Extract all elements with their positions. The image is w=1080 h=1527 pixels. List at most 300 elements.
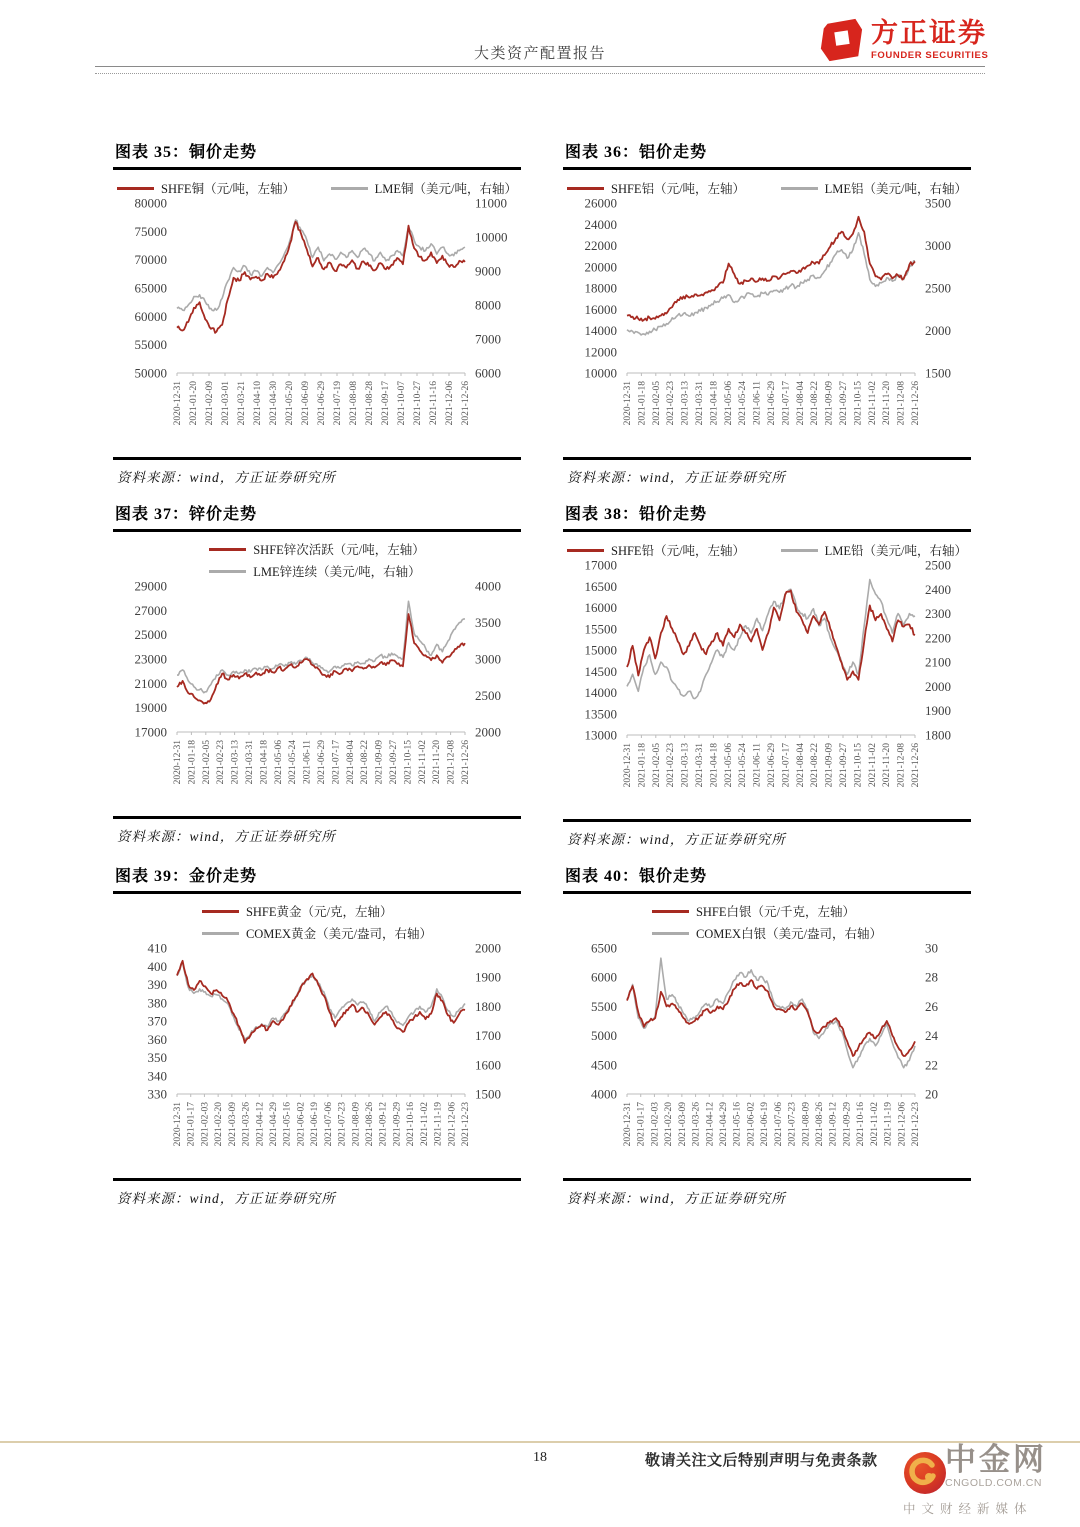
svg-text:2021-03-31: 2021-03-31	[245, 740, 255, 785]
legend-line-swatch-gray	[209, 570, 246, 573]
logo-text-cn: 方正证券	[871, 18, 987, 49]
cngold-logo-icon	[903, 1451, 947, 1495]
svg-text:2021-07-19: 2021-07-19	[333, 381, 343, 426]
legend-item	[781, 179, 967, 197]
svg-text:350: 350	[147, 1050, 167, 1065]
svg-text:2021-09-17: 2021-09-17	[381, 381, 391, 426]
svg-text:2021-11-02: 2021-11-02	[867, 381, 878, 425]
figure-legend	[652, 902, 882, 942]
cngold-watermark	[903, 1443, 1080, 1517]
figure-block-fig37	[113, 500, 521, 844]
svg-text:2021-01-18: 2021-01-18	[187, 740, 198, 785]
svg-text:2021-07-17: 2021-07-17	[331, 740, 342, 785]
svg-text:390: 390	[147, 977, 167, 992]
figure-block-fig36	[563, 138, 971, 485]
series-line-shfe	[177, 222, 465, 333]
svg-text:2021-09-09: 2021-09-09	[824, 381, 835, 426]
svg-text:2000: 2000	[475, 724, 501, 740]
chart-canvas	[563, 942, 971, 1178]
legend-label: SHFE铝（元/吨，左轴）	[611, 182, 746, 196]
svg-text:2021-11-02: 2021-11-02	[417, 740, 428, 784]
svg-text:2021-08-26: 2021-08-26	[365, 1102, 375, 1147]
svg-text:2021-01-17: 2021-01-17	[186, 1102, 197, 1147]
figure-title-rule	[113, 167, 521, 170]
svg-text:2021-04-18: 2021-04-18	[709, 381, 720, 426]
svg-text:16500: 16500	[584, 578, 617, 594]
svg-text:2021-12-26: 2021-12-26	[461, 740, 471, 785]
svg-text:360: 360	[147, 1031, 167, 1047]
legend-line-swatch-red	[209, 548, 246, 551]
figure-block-fig40	[563, 862, 971, 1206]
svg-text:2021-08-08: 2021-08-08	[349, 381, 359, 426]
legend-item	[567, 179, 745, 197]
series-line-lme-comex	[627, 580, 915, 699]
svg-text:2021-02-23: 2021-02-23	[666, 743, 677, 788]
svg-text:2021-12-06: 2021-12-06	[445, 381, 455, 426]
svg-text:8000: 8000	[475, 297, 501, 313]
svg-text:2021-03-09: 2021-03-09	[227, 1102, 238, 1147]
svg-text:2021-08-04: 2021-08-04	[795, 743, 806, 788]
svg-text:2021-04-30: 2021-04-30	[269, 381, 279, 426]
svg-text:26000: 26000	[584, 197, 617, 211]
svg-text:24000: 24000	[584, 216, 617, 232]
svg-text:13000: 13000	[584, 727, 617, 743]
figure-title: 图表 36：铝价走势	[565, 144, 708, 161]
svg-text:50000: 50000	[134, 365, 167, 381]
svg-text:380: 380	[147, 995, 167, 1011]
legend-line-swatch-gray	[781, 549, 818, 552]
svg-text:2020-12-31: 2020-12-31	[173, 1102, 183, 1147]
series-line-lme-comex	[627, 958, 915, 1067]
svg-text:14000: 14000	[584, 323, 617, 338]
legend-item	[202, 902, 393, 920]
svg-text:2021-03-01: 2021-03-01	[221, 381, 231, 426]
svg-text:2021-10-15: 2021-10-15	[403, 740, 414, 785]
svg-text:2021-03-26: 2021-03-26	[241, 1102, 252, 1147]
svg-text:1500: 1500	[475, 1086, 501, 1102]
svg-text:2021-08-22: 2021-08-22	[360, 740, 371, 785]
svg-text:1800: 1800	[475, 998, 501, 1014]
svg-text:2021-05-16: 2021-05-16	[732, 1102, 743, 1147]
svg-text:1800: 1800	[925, 727, 951, 743]
svg-text:15000: 15000	[584, 642, 617, 658]
svg-text:28: 28	[925, 969, 938, 985]
svg-text:24: 24	[925, 1028, 938, 1044]
svg-text:2021-04-29: 2021-04-29	[269, 1102, 279, 1147]
svg-text:7000: 7000	[475, 331, 501, 347]
svg-text:2021-11-20: 2021-11-20	[432, 740, 443, 784]
svg-text:2021-04-29: 2021-04-29	[719, 1102, 729, 1147]
svg-text:2021-06-02: 2021-06-02	[746, 1102, 757, 1147]
svg-text:2021-11-20: 2021-11-20	[882, 743, 893, 787]
figure-block-fig38	[563, 500, 971, 847]
page-number: 18	[533, 1450, 547, 1465]
svg-text:2021-12-26: 2021-12-26	[911, 381, 921, 426]
figure-block-fig35	[113, 138, 521, 485]
svg-text:25000: 25000	[134, 627, 167, 643]
svg-text:2021-06-29: 2021-06-29	[767, 381, 777, 426]
svg-text:2021-12-06: 2021-12-06	[447, 1102, 458, 1147]
svg-text:2021-02-05: 2021-02-05	[651, 743, 662, 788]
charts-grid	[113, 138, 971, 1206]
svg-text:10000: 10000	[475, 229, 508, 245]
svg-text:2020-12-31: 2020-12-31	[623, 381, 633, 426]
svg-text:2021-06-09: 2021-06-09	[301, 381, 311, 426]
svg-text:2021-08-26: 2021-08-26	[815, 1102, 825, 1147]
svg-text:2021-10-16: 2021-10-16	[406, 1102, 417, 1147]
svg-text:19000: 19000	[134, 700, 167, 716]
svg-text:2021-02-03: 2021-02-03	[200, 1102, 211, 1147]
svg-text:2021-12-23: 2021-12-23	[461, 1102, 471, 1147]
svg-text:2021-12-23: 2021-12-23	[911, 1102, 921, 1147]
svg-text:2021-05-24: 2021-05-24	[288, 740, 299, 785]
figure-source-note: 资料来源：wind，方正证券研究所	[567, 1191, 786, 1206]
legend-line-swatch-gray	[202, 932, 239, 935]
series-line-shfe	[627, 591, 915, 680]
legend-line-swatch-gray	[652, 932, 689, 935]
svg-text:22: 22	[925, 1057, 938, 1073]
svg-text:27000: 27000	[134, 602, 167, 618]
figure-legend	[563, 179, 971, 197]
legend-label: COMEX白银（美元/盎司，右轴）	[695, 927, 883, 941]
report-header-title: 大类资产配置报告	[473, 46, 606, 62]
svg-text:2021-02-05: 2021-02-05	[201, 740, 212, 785]
figure-legend	[563, 541, 971, 559]
svg-text:2021-06-19: 2021-06-19	[760, 1102, 771, 1147]
figure-title-rule	[563, 891, 971, 894]
svg-text:14000: 14000	[584, 685, 617, 700]
legend-label: LME铅（美元/吨，右轴）	[824, 544, 967, 558]
svg-text:16000: 16000	[584, 600, 617, 615]
svg-text:2021-12-26: 2021-12-26	[911, 743, 921, 788]
footer-disclaimer: 敬请关注文后特别声明与免责条款	[645, 1452, 878, 1469]
svg-text:4000: 4000	[475, 580, 501, 594]
watermark-tagline: 中文财经新媒体	[903, 1502, 1033, 1516]
svg-text:2021-06-11: 2021-06-11	[752, 381, 763, 425]
chart-canvas	[113, 197, 521, 457]
svg-text:2021-08-04: 2021-08-04	[795, 381, 806, 426]
legend-line-swatch-red	[117, 187, 154, 190]
svg-text:2000: 2000	[925, 678, 951, 694]
header-rule-dotted	[95, 73, 985, 74]
svg-text:2021-06-29: 2021-06-29	[767, 743, 777, 788]
chart-canvas	[113, 942, 521, 1178]
svg-text:2300: 2300	[925, 606, 951, 622]
figure-title-rule	[113, 891, 521, 894]
svg-text:6000: 6000	[591, 969, 617, 985]
svg-text:21000: 21000	[134, 675, 167, 691]
figure-title-rule	[563, 529, 971, 532]
figure-source-note: 资料来源：wind，方正证券研究所	[567, 832, 786, 847]
svg-text:2021-12-26: 2021-12-26	[461, 381, 471, 426]
legend-item	[202, 924, 432, 942]
svg-text:14500: 14500	[584, 663, 617, 679]
svg-text:2021-05-06: 2021-05-06	[723, 381, 734, 426]
figure-block-fig39	[113, 862, 521, 1206]
svg-text:2021-02-23: 2021-02-23	[216, 740, 227, 785]
svg-text:1500: 1500	[925, 365, 951, 381]
svg-text:1900: 1900	[475, 969, 501, 985]
svg-text:2021-02-20: 2021-02-20	[214, 1102, 225, 1147]
svg-text:2021-09-12: 2021-09-12	[828, 1102, 839, 1147]
figure-legend	[113, 179, 521, 197]
svg-text:5000: 5000	[591, 1028, 617, 1044]
legend-label: LME铝（美元/吨，右轴）	[824, 182, 967, 196]
figure-source-note: 资料来源：wind，方正证券研究所	[117, 470, 336, 485]
svg-text:2021-01-18: 2021-01-18	[637, 381, 648, 426]
svg-text:2021-11-02: 2021-11-02	[869, 1102, 880, 1146]
svg-text:2021-03-31: 2021-03-31	[695, 743, 705, 788]
svg-text:2021-05-20: 2021-05-20	[285, 381, 295, 426]
legend-label: SHFE铜（元/吨，左轴）	[161, 182, 296, 196]
figure-legend	[209, 540, 425, 580]
legend-label: SHFE铅（元/吨，左轴）	[611, 544, 746, 558]
svg-text:29000: 29000	[134, 580, 167, 594]
svg-text:2021-12-08: 2021-12-08	[896, 381, 907, 426]
svg-text:3000: 3000	[925, 238, 951, 253]
svg-text:2021-04-12: 2021-04-12	[705, 1102, 716, 1147]
svg-text:60000: 60000	[134, 308, 167, 324]
founder-logo-icon	[818, 16, 864, 64]
figure-title: 图表 40：银价走势	[565, 868, 708, 885]
svg-text:2021-05-16: 2021-05-16	[282, 1102, 293, 1147]
svg-text:2021-10-15: 2021-10-15	[853, 381, 864, 426]
svg-text:2021-11-02: 2021-11-02	[867, 743, 878, 787]
svg-text:4500: 4500	[591, 1057, 617, 1073]
svg-text:2021-03-13: 2021-03-13	[680, 743, 691, 788]
svg-text:2021-02-20: 2021-02-20	[664, 1102, 675, 1147]
svg-text:2021-08-22: 2021-08-22	[810, 381, 821, 426]
svg-text:3500: 3500	[475, 615, 501, 630]
figure-title: 图表 37：锌价走势	[115, 506, 258, 523]
svg-text:20: 20	[925, 1086, 938, 1102]
svg-text:2021-09-29: 2021-09-29	[842, 1102, 853, 1147]
svg-text:2021-04-12: 2021-04-12	[255, 1102, 266, 1147]
svg-text:2021-04-18: 2021-04-18	[259, 740, 270, 785]
svg-text:2021-10-15: 2021-10-15	[853, 743, 864, 788]
series-line-shfe	[177, 614, 465, 704]
svg-text:20000: 20000	[584, 259, 617, 275]
svg-text:17000: 17000	[584, 559, 617, 573]
svg-text:2021-09-12: 2021-09-12	[378, 1102, 389, 1147]
figure-source-note: 资料来源：wind，方正证券研究所	[117, 1191, 336, 1206]
svg-text:2000: 2000	[925, 323, 951, 338]
svg-text:1600: 1600	[475, 1057, 501, 1073]
svg-text:2021-09-09: 2021-09-09	[374, 740, 385, 785]
svg-text:2021-02-05: 2021-02-05	[651, 381, 662, 426]
figure-title: 图表 39：金价走势	[115, 868, 258, 885]
svg-text:2021-06-02: 2021-06-02	[296, 1102, 307, 1147]
svg-text:2021-04-10: 2021-04-10	[253, 381, 263, 426]
svg-text:15500: 15500	[584, 621, 617, 637]
figure-source-note: 资料来源：wind，方正证券研究所	[117, 829, 336, 844]
svg-text:2500: 2500	[925, 559, 951, 573]
legend-line-swatch-gray	[781, 187, 818, 190]
svg-text:22000: 22000	[584, 238, 617, 253]
svg-text:2020-12-31: 2020-12-31	[623, 743, 633, 788]
legend-line-swatch-gray	[331, 187, 368, 190]
legend-label: LME铜（美元/吨，右轴）	[374, 182, 517, 196]
svg-text:2021-08-09: 2021-08-09	[801, 1102, 812, 1147]
legend-line-swatch-red	[567, 549, 604, 552]
legend-line-swatch-red	[652, 910, 689, 913]
watermark-domain: CNGOLD.COM.CN	[945, 1477, 1042, 1490]
legend-line-swatch-red	[202, 910, 239, 913]
svg-text:2021-01-20: 2021-01-20	[189, 381, 199, 426]
legend-label: SHFE锌次活跃（元/吨，左轴）	[253, 543, 425, 557]
legend-item	[209, 540, 425, 558]
svg-text:2021-06-19: 2021-06-19	[310, 1102, 321, 1147]
svg-text:2021-06-11: 2021-06-11	[302, 740, 313, 784]
svg-text:2021-07-17: 2021-07-17	[781, 743, 792, 788]
legend-label: SHFE白银（元/千克，左轴）	[695, 905, 855, 919]
svg-text:2021-05-24: 2021-05-24	[738, 743, 749, 788]
svg-text:6000: 6000	[475, 365, 501, 381]
svg-text:2021-10-16: 2021-10-16	[856, 1102, 867, 1147]
svg-text:2021-11-20: 2021-11-20	[882, 381, 893, 425]
svg-text:2020-12-31: 2020-12-31	[173, 381, 183, 426]
svg-text:400: 400	[147, 958, 167, 974]
svg-text:2021-08-04: 2021-08-04	[345, 740, 356, 785]
svg-text:2021-01-17: 2021-01-17	[636, 1102, 647, 1147]
chart-canvas	[563, 197, 971, 457]
svg-text:2021-05-06: 2021-05-06	[273, 740, 284, 785]
svg-text:13500: 13500	[584, 706, 617, 722]
figure-title-rule	[113, 529, 521, 532]
svg-text:3000: 3000	[475, 651, 501, 667]
series-line-lme-comex	[627, 233, 915, 335]
svg-text:30: 30	[925, 942, 938, 956]
series-line-lme-comex	[177, 963, 465, 1040]
svg-text:26: 26	[925, 998, 938, 1014]
legend-item	[652, 924, 882, 942]
series-line-shfe	[177, 961, 465, 1043]
svg-text:2021-03-26: 2021-03-26	[691, 1102, 702, 1147]
legend-label: COMEX黄金（美元/盎司，右轴）	[245, 927, 433, 941]
svg-text:2021-03-09: 2021-03-09	[677, 1102, 688, 1147]
figure-legend	[202, 902, 432, 942]
svg-text:1900: 1900	[925, 703, 951, 719]
svg-text:16000: 16000	[584, 301, 617, 317]
svg-text:2021-05-24: 2021-05-24	[738, 381, 749, 426]
legend-item	[117, 179, 295, 197]
svg-text:2021-11-02: 2021-11-02	[419, 1102, 430, 1146]
svg-text:18000: 18000	[584, 280, 617, 296]
svg-text:2021-06-29: 2021-06-29	[317, 381, 327, 426]
svg-text:55000: 55000	[134, 337, 167, 353]
svg-text:2021-12-06: 2021-12-06	[897, 1102, 908, 1147]
chart-canvas	[563, 559, 971, 819]
svg-text:2021-11-19: 2021-11-19	[433, 1102, 444, 1146]
svg-text:2021-11-16: 2021-11-16	[429, 381, 439, 425]
figure-source-note: 资料来源：wind，方正证券研究所	[567, 470, 786, 485]
svg-text:2021-03-31: 2021-03-31	[695, 381, 705, 426]
svg-text:2021-07-06: 2021-07-06	[323, 1102, 334, 1147]
legend-item	[652, 902, 855, 920]
svg-text:2500: 2500	[475, 688, 501, 703]
svg-text:2020-12-31: 2020-12-31	[623, 1102, 633, 1147]
legend-label: SHFE黄金（元/克，左轴）	[245, 905, 393, 919]
svg-text:2021-06-29: 2021-06-29	[317, 740, 327, 785]
svg-text:370: 370	[147, 1013, 167, 1029]
founder-securities-logo	[818, 16, 988, 64]
svg-text:2021-01-18: 2021-01-18	[637, 743, 648, 788]
svg-text:2021-02-03: 2021-02-03	[650, 1102, 661, 1147]
logo-text-en: FOUNDER SECURITIES	[871, 49, 989, 61]
svg-text:10000: 10000	[584, 365, 617, 381]
svg-text:2021-08-28: 2021-08-28	[365, 381, 375, 426]
svg-text:2500: 2500	[925, 280, 951, 296]
svg-text:2021-02-23: 2021-02-23	[666, 381, 677, 426]
header-rule-solid	[95, 66, 985, 67]
legend-label: LME锌连续（美元/吨，右轴）	[253, 565, 421, 579]
svg-text:2021-04-18: 2021-04-18	[709, 743, 720, 788]
svg-text:2021-07-06: 2021-07-06	[773, 1102, 784, 1147]
svg-text:17000: 17000	[134, 724, 167, 740]
series-line-lme-comex	[177, 601, 465, 692]
svg-text:2400: 2400	[925, 581, 951, 597]
series-line-shfe	[627, 217, 915, 321]
watermark-name: 中金网	[945, 1442, 1047, 1477]
svg-text:330: 330	[147, 1086, 167, 1102]
chart-canvas	[113, 580, 521, 816]
svg-text:4000: 4000	[591, 1086, 617, 1102]
svg-text:2021-07-23: 2021-07-23	[337, 1102, 348, 1147]
svg-text:2021-11-19: 2021-11-19	[883, 1102, 894, 1146]
svg-text:2021-08-09: 2021-08-09	[351, 1102, 362, 1147]
svg-text:2021-10-27: 2021-10-27	[413, 381, 423, 426]
svg-text:2200: 2200	[925, 630, 951, 646]
svg-text:2021-10-07: 2021-10-07	[397, 381, 407, 426]
svg-text:2100: 2100	[925, 654, 951, 670]
legend-item	[781, 541, 967, 559]
svg-text:3500: 3500	[925, 197, 951, 211]
svg-text:9000: 9000	[475, 263, 501, 279]
svg-text:12000: 12000	[584, 344, 617, 360]
svg-text:2021-09-29: 2021-09-29	[392, 1102, 403, 1147]
svg-text:2021-09-27: 2021-09-27	[839, 743, 849, 788]
svg-text:2021-03-13: 2021-03-13	[230, 740, 241, 785]
svg-text:2021-02-09: 2021-02-09	[205, 381, 215, 426]
svg-text:11000: 11000	[475, 197, 508, 211]
svg-text:2021-03-21: 2021-03-21	[237, 381, 247, 426]
svg-text:2021-09-27: 2021-09-27	[839, 381, 849, 426]
svg-text:2000: 2000	[475, 942, 501, 956]
svg-text:2021-07-17: 2021-07-17	[781, 381, 792, 426]
svg-text:2021-03-13: 2021-03-13	[680, 381, 691, 426]
svg-text:2021-05-06: 2021-05-06	[723, 743, 734, 788]
svg-text:340: 340	[147, 1068, 167, 1084]
svg-text:2021-12-08: 2021-12-08	[446, 740, 457, 785]
svg-text:410: 410	[147, 942, 167, 956]
svg-text:2021-06-11: 2021-06-11	[752, 743, 763, 787]
svg-text:2020-12-31: 2020-12-31	[173, 740, 183, 785]
svg-text:1700: 1700	[475, 1028, 501, 1044]
figure-title-rule	[563, 167, 971, 170]
svg-text:80000: 80000	[134, 197, 167, 211]
legend-item	[567, 541, 745, 559]
legend-item	[209, 562, 420, 580]
svg-text:2021-09-27: 2021-09-27	[389, 740, 399, 785]
svg-text:75000: 75000	[134, 223, 167, 239]
svg-text:2021-07-23: 2021-07-23	[787, 1102, 798, 1147]
legend-line-swatch-red	[567, 187, 604, 190]
svg-text:5500: 5500	[591, 998, 617, 1014]
svg-text:6500: 6500	[591, 942, 617, 956]
svg-text:2021-09-09: 2021-09-09	[824, 743, 835, 788]
svg-text:2021-08-22: 2021-08-22	[810, 743, 821, 788]
figure-title: 图表 35：铜价走势	[115, 144, 258, 161]
